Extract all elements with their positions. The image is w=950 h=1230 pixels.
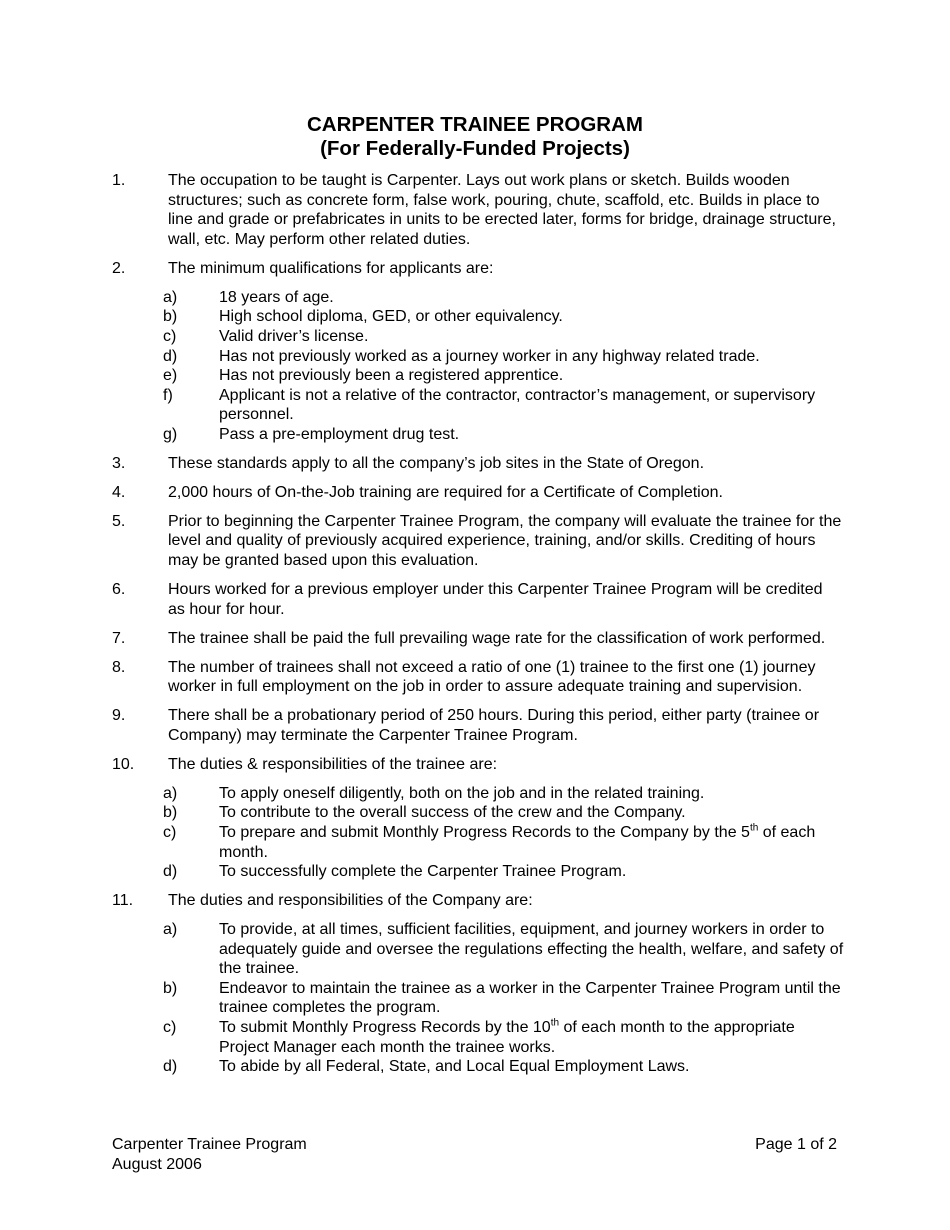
- sub-list-item-text: [219, 1057, 844, 1077]
- sub-list-item: [0, 347, 950, 367]
- list-item-text: The duties & responsibilities of the trainee are:: [168, 755, 498, 773]
- sub-list-item-letter: e): [163, 367, 178, 385]
- sub-list-item-letter: c): [163, 823, 177, 841]
- list-item-text: 2,000 hours of On-the-Job training are required for a Certificate of Completion.: [168, 483, 723, 501]
- sub-list-item-text-main: 18 years of age.: [219, 288, 334, 306]
- page-title: CARPENTER TRAINEE PROGRAM: [307, 113, 643, 136]
- sub-list-item-text: [219, 347, 844, 367]
- page-subtitle: (For Federally-Funded Projects): [320, 137, 630, 160]
- sub-list-item-text: [219, 803, 844, 823]
- sub-list-item-letter: d): [163, 347, 178, 365]
- sub-list-item-letter: a): [163, 288, 178, 306]
- list-item-number: 9.: [112, 707, 126, 725]
- sub-list-item: [0, 920, 950, 979]
- sub-list-item-text-main: Endeavor to maintain the trainee as a worker in the Carpenter Trainee Program until the trainee completes the program.: [219, 979, 841, 1017]
- sub-list-item: [0, 327, 950, 347]
- list-item-number: 1.: [112, 172, 126, 189]
- sub-list-item-text-main: To contribute to the overall success of the crew and the Company.: [219, 804, 686, 822]
- list-item-number: 5.: [112, 512, 126, 530]
- list-item-text: The minimum qualifications for applicants are:: [168, 259, 494, 277]
- sub-list-item-letter: f): [163, 386, 173, 404]
- sub-list-item: [0, 425, 950, 445]
- sub-list-item: [0, 366, 950, 386]
- sub-list-item-letter: c): [163, 327, 177, 345]
- sub-list-item-letter: d): [163, 1058, 178, 1076]
- list-item-number: 2.: [112, 259, 126, 277]
- sub-list-item-letter: d): [163, 863, 178, 881]
- footer-program-name: Carpenter Trainee Program: [112, 1136, 307, 1153]
- sub-list-item: [0, 386, 950, 425]
- sub-list-item-letter: c): [163, 1019, 177, 1037]
- sub-list-item: [0, 1057, 950, 1077]
- sub-list-item-text-main: Has not previously worked as a journey worker in any highway related trade.: [219, 347, 760, 365]
- list-item: [0, 755, 950, 882]
- ordinal-suffix: th: [749, 822, 759, 834]
- sub-list-item: [0, 784, 950, 804]
- sub-list-item-text: [219, 979, 844, 1018]
- footer-left: [112, 1135, 307, 1174]
- sub-list-item: [0, 288, 950, 308]
- sub-list-item-text: [219, 862, 844, 882]
- list-item-text: The occupation to be taught is Carpenter. Lays out work plans or sketch. Builds wooden structures; such as concrete form, false work, pouring, chute, scaffold, etc. Builds in place to line and grade or prefabricates in units to be erected later, forms for bridge, drainage structure, wall, etc. May perform other related duties.: [168, 172, 836, 248]
- sub-list-item-text: [219, 920, 844, 979]
- sub-list-item-text-main: Valid driver’s license.: [219, 327, 369, 345]
- sub-list-item-text: [219, 1018, 844, 1057]
- list-item-text: The duties and responsibilities of the Company are:: [168, 892, 533, 910]
- list-item-number: 8.: [112, 658, 126, 676]
- list-item-text: These standards apply to all the company’s job sites in the State of Oregon.: [168, 454, 705, 472]
- list-item-text: Hours worked for a previous employer under this Carpenter Trainee Program will be credited as hour for hour.: [168, 581, 823, 618]
- sub-list-item-text-main: To provide, at all times, sufficient facilities, equipment, and journey workers in order to adequately guide and oversee the regulations effecting the health, welfare, and safety of the trainee.: [219, 921, 844, 978]
- sub-list-item: [0, 307, 950, 327]
- footer-page-number: Page 1 of 2: [755, 1136, 837, 1153]
- list-item-number: 7.: [112, 629, 126, 647]
- ordinal-suffix: th: [550, 1017, 560, 1029]
- sub-list-item-text: [219, 307, 844, 327]
- sub-list-item-text-main: To prepare and submit Monthly Progress Records to the Company by the 5: [219, 823, 750, 841]
- sub-list-item-text-main: To abide by all Federal, State, and Local Equal Employment Laws.: [219, 1058, 690, 1076]
- sub-list-item-text: [219, 823, 844, 862]
- sub-list-item: [0, 979, 950, 1018]
- sub-list-item-text-main: High school diploma, GED, or other equivalency.: [219, 308, 563, 326]
- list-item-text: The number of trainees shall not exceed a ratio of one (1) trainee to the first one (1) journey worker in full employment on the job in order to assure adequate training and supervision.: [168, 658, 816, 696]
- list-item: [0, 512, 950, 571]
- sub-list-item-text-rest: of each month.: [219, 823, 816, 861]
- sub-list-item-text: [219, 425, 844, 445]
- sub-list-item: [0, 1018, 950, 1057]
- list-item: [0, 259, 950, 445]
- sub-list-item-text: [219, 366, 844, 386]
- list-item: [0, 629, 950, 649]
- sub-list-item-text: [219, 784, 844, 804]
- list-item: [0, 658, 950, 697]
- sub-list-item-text-main: Has not previously been a registered apprentice.: [219, 367, 564, 385]
- sub-list-item-text-main: Pass a pre-employment drug test.: [219, 425, 460, 443]
- sub-list-item: [0, 862, 950, 882]
- sub-list-item-text-main: To successfully complete the Carpenter Trainee Program.: [219, 863, 627, 881]
- list-item-number: 6.: [112, 581, 126, 599]
- list-item-number: 4.: [112, 483, 126, 501]
- sub-list-item-letter: a): [163, 784, 178, 802]
- numbered-list: [0, 171, 950, 1086]
- list-item: [0, 483, 950, 503]
- sub-list: [0, 920, 950, 1077]
- sub-list-item-text-main: To apply oneself diligently, both on the job and in the related training.: [219, 784, 705, 802]
- sub-list-item-letter: b): [163, 308, 178, 326]
- sub-list-item: [0, 823, 950, 862]
- sub-list: [0, 784, 950, 882]
- list-item: [0, 891, 950, 1077]
- sub-list-item-text-main: Applicant is not a relative of the contractor, contractor’s management, or supervisory personnel.: [219, 386, 816, 424]
- sub-list-item-text: [219, 386, 844, 425]
- sub-list-item-text-main: To submit Monthly Progress Records by the 10: [219, 1019, 551, 1037]
- footer-date: August 2006: [112, 1155, 202, 1173]
- sub-list-item-text: [219, 288, 844, 308]
- sub-list-item-letter: a): [163, 921, 178, 939]
- list-item-text: The trainee shall be paid the full prevailing wage rate for the classification of work performed.: [168, 629, 826, 647]
- list-item: [0, 580, 950, 619]
- sub-list-item-text-rest: of each month to the appropriate Project Manager each month the trainee works.: [219, 1019, 795, 1056]
- sub-list-item: [0, 803, 950, 823]
- list-item-text: There shall be a probationary period of 250 hours. During this period, either party (trainee or Company) may terminate the Carpenter Trainee Program.: [168, 707, 820, 744]
- list-item: [0, 171, 950, 249]
- list-item-text: Prior to beginning the Carpenter Trainee Program, the company will evaluate the trainee for the level and quality of previously acquired experience, training, and/or skills. Crediting of hours may be granted based upon this evaluation.: [168, 512, 842, 570]
- list-item-number: 11.: [112, 892, 134, 910]
- sub-list-item-letter: b): [163, 979, 178, 997]
- list-item-number: 3.: [112, 454, 126, 472]
- sub-list-item-text: [219, 327, 844, 347]
- sub-list-item-letter: g): [163, 425, 178, 443]
- list-item: [0, 454, 950, 474]
- sub-list: [0, 288, 950, 445]
- list-item-number: 10.: [112, 755, 135, 773]
- list-item: [0, 706, 950, 745]
- sub-list-item-letter: b): [163, 804, 178, 822]
